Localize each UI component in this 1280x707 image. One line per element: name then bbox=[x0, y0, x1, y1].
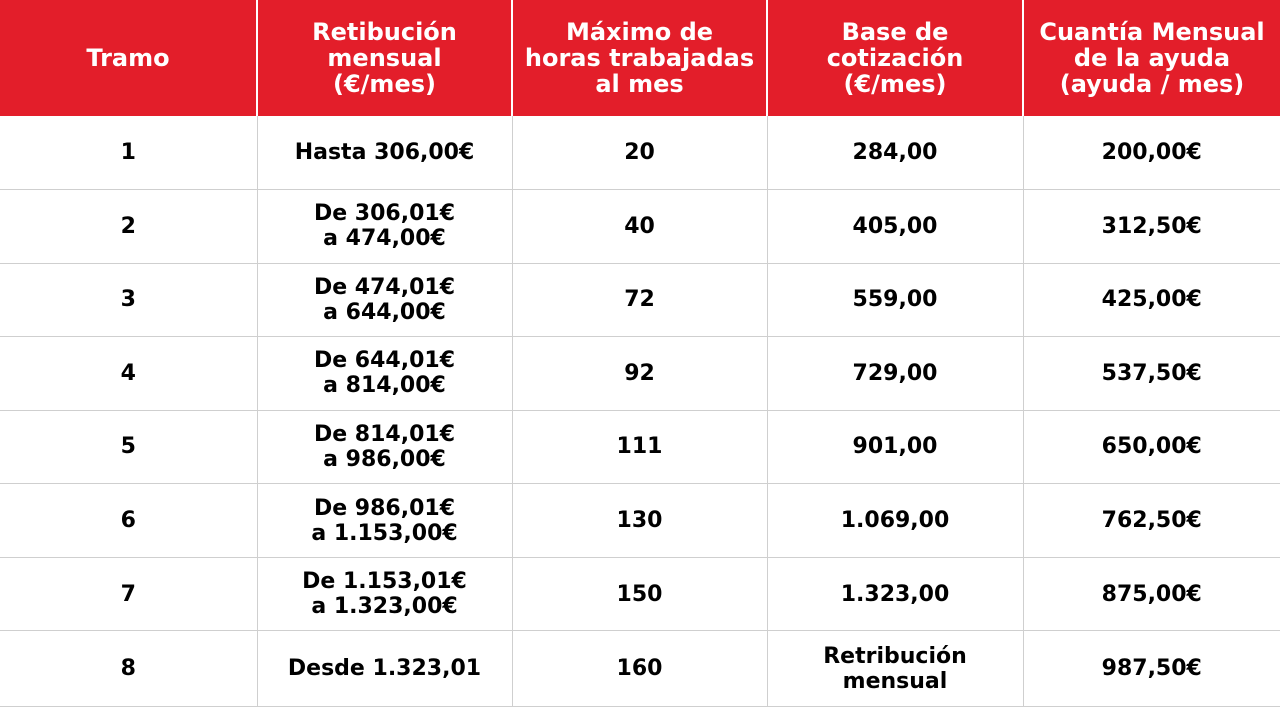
cell-horas: 160 bbox=[512, 631, 767, 707]
header-retribucion-line: Retibución bbox=[312, 18, 457, 46]
header-horas bbox=[512, 0, 767, 116]
table-header bbox=[0, 0, 1280, 116]
cell-base bbox=[767, 631, 1023, 707]
cell-base bbox=[767, 557, 1023, 631]
cell-tramo: 7 bbox=[0, 557, 257, 631]
cell-tramo: 5 bbox=[0, 410, 257, 484]
header-cuantia-line: Cuantía Mensual bbox=[1039, 18, 1265, 46]
cell-cuantia: 875,00€ bbox=[1023, 557, 1280, 631]
cell-cuantia: 537,50€ bbox=[1023, 337, 1280, 411]
cell-retribucion-line: a 474,00€ bbox=[323, 226, 446, 252]
cell-retribucion-line: De 814,01€ bbox=[313, 421, 456, 447]
cell-retribucion-line: De 644,01€ bbox=[313, 348, 456, 374]
cell-base-line: Retribución bbox=[823, 643, 967, 669]
cell-base-line: 1.323,00 bbox=[840, 581, 950, 607]
table-row bbox=[0, 337, 1280, 411]
cell-cuantia: 650,00€ bbox=[1023, 410, 1280, 484]
cell-horas: 40 bbox=[512, 190, 767, 264]
cell-retribucion-line: Hasta 306,00€ bbox=[294, 140, 475, 166]
cell-horas: 92 bbox=[512, 337, 767, 411]
header-horas-line: al mes bbox=[595, 70, 684, 98]
cell-cuantia: 312,50€ bbox=[1023, 190, 1280, 264]
header-base bbox=[767, 0, 1023, 116]
header-retribucion-line: (€/mes) bbox=[333, 70, 436, 98]
cell-base-line: 284,00 bbox=[852, 140, 938, 166]
header-tramo bbox=[0, 0, 257, 116]
cell-cuantia: 762,50€ bbox=[1023, 484, 1280, 558]
header-cuantia-line: (ayuda / mes) bbox=[1059, 70, 1245, 98]
header-horas-line: horas trabajadas bbox=[524, 44, 755, 72]
header-row bbox=[0, 0, 1280, 116]
cell-retribucion-line: De 306,01€ bbox=[313, 201, 456, 227]
table-row bbox=[0, 263, 1280, 337]
cell-retribucion-line: a 986,00€ bbox=[323, 446, 446, 472]
header-retribucion-line: mensual bbox=[327, 44, 442, 72]
cell-base bbox=[767, 263, 1023, 337]
cell-retribucion-line: a 644,00€ bbox=[323, 299, 446, 325]
cell-tramo: 6 bbox=[0, 484, 257, 558]
cell-base bbox=[767, 410, 1023, 484]
table-row bbox=[0, 410, 1280, 484]
cell-horas: 20 bbox=[512, 116, 767, 190]
cell-cuantia: 425,00€ bbox=[1023, 263, 1280, 337]
cell-base-line: 729,00 bbox=[852, 360, 938, 386]
cell-retribucion bbox=[257, 337, 512, 411]
header-cuantia bbox=[1023, 0, 1280, 116]
cell-retribucion-line: a 814,00€ bbox=[323, 373, 446, 399]
cell-base-line: 559,00 bbox=[852, 287, 938, 313]
cell-tramo: 3 bbox=[0, 263, 257, 337]
header-base-line: (€/mes) bbox=[843, 70, 947, 98]
cell-cuantia: 987,50€ bbox=[1023, 631, 1280, 707]
cell-retribucion bbox=[257, 410, 512, 484]
table-row bbox=[0, 190, 1280, 264]
header-retribucion bbox=[257, 0, 512, 116]
header-tramo-line: Tramo bbox=[86, 44, 170, 72]
cell-retribucion bbox=[257, 484, 512, 558]
cell-retribucion-line: De 1.153,01€ bbox=[302, 569, 467, 595]
cell-horas: 150 bbox=[512, 557, 767, 631]
cell-retribucion bbox=[257, 190, 512, 264]
header-cuantia-line: de la ayuda bbox=[1073, 44, 1231, 72]
cell-tramo: 1 bbox=[0, 116, 257, 190]
cell-horas: 72 bbox=[512, 263, 767, 337]
cell-base-line: 1.069,00 bbox=[840, 508, 950, 533]
cell-retribucion-line: De 986,01€ bbox=[313, 495, 456, 521]
table-row bbox=[0, 631, 1280, 707]
cell-cuantia: 200,00€ bbox=[1023, 116, 1280, 190]
cell-base bbox=[767, 337, 1023, 411]
cell-horas: 111 bbox=[512, 410, 767, 484]
cell-base bbox=[767, 116, 1023, 190]
cell-base-line: 405,00 bbox=[852, 213, 938, 239]
cell-retribucion bbox=[257, 116, 512, 190]
cell-horas: 130 bbox=[512, 484, 767, 558]
cell-base-line: 901,00 bbox=[852, 434, 938, 460]
cell-base bbox=[767, 190, 1023, 264]
table-row bbox=[0, 116, 1280, 190]
cell-retribucion bbox=[257, 557, 512, 631]
cell-tramo: 4 bbox=[0, 337, 257, 411]
cell-retribucion-line: a 1.323,00€ bbox=[311, 594, 458, 620]
cell-tramo: 8 bbox=[0, 631, 257, 707]
header-horas-line: Máximo de bbox=[565, 18, 714, 46]
header-base-line: Base de bbox=[841, 18, 949, 46]
cell-base-line: mensual bbox=[842, 668, 948, 694]
cell-retribucion-line: a 1.153,00€ bbox=[311, 520, 458, 546]
cell-retribucion-line: Desde 1.323,01 bbox=[287, 656, 482, 682]
cell-retribucion-line: De 474,01€ bbox=[313, 274, 456, 300]
cell-tramo: 2 bbox=[0, 190, 257, 264]
table-row bbox=[0, 484, 1280, 558]
table-body bbox=[0, 116, 1280, 707]
cell-retribucion bbox=[257, 263, 512, 337]
cell-retribucion bbox=[257, 631, 512, 707]
header-base-line: cotización bbox=[826, 44, 964, 72]
cell-base bbox=[767, 484, 1023, 558]
table-row bbox=[0, 557, 1280, 631]
